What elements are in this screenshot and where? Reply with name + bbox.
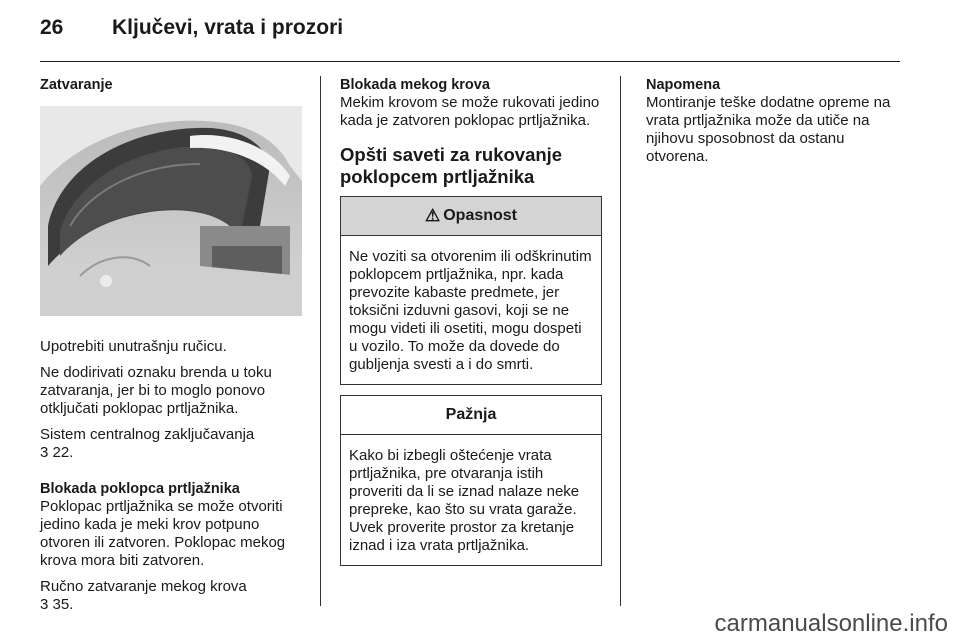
caution-box xyxy=(340,395,602,566)
subheading-trunk-lock: Blokada poklopca prtljažnika xyxy=(40,481,240,497)
danger-box-header xyxy=(341,197,601,236)
header-rule xyxy=(40,61,900,62)
central-locking-text: Sistem centralnog zaključavanja xyxy=(40,426,255,443)
caution-box-header xyxy=(341,396,601,435)
paragraph-manual-roof xyxy=(40,578,308,614)
page-number: 26 xyxy=(40,16,64,39)
subheading-note: Napomena xyxy=(646,77,721,93)
subheading-soft-roof-lock: Blokada mekog krova xyxy=(340,77,490,93)
heading-general-advice: Opšti saveti za rukovanje poklopcem prtljažnika xyxy=(340,144,563,187)
column-left xyxy=(40,76,308,622)
column-divider-1 xyxy=(320,76,321,606)
section-title-zatvaranje: Zatvaranje xyxy=(40,77,113,93)
column-middle xyxy=(340,76,602,566)
paragraph-note: Montiranje teške dodatne opreme na vrata prtljažnika može da utiče na njihovu sposobnost da ostanu otvorena. xyxy=(646,94,891,165)
column-divider-2 xyxy=(620,76,621,606)
chapter-title: Ključevi, vrata i prozori xyxy=(112,16,344,39)
manual-roof-text: Ručno zatvaranje mekog krova xyxy=(40,578,247,595)
paragraph-soft-roof-lock: Mekim krovom se može rukovati jedino kada je zatvoren poklopac prtljažnika. xyxy=(340,94,600,129)
trunk-photo-illustration xyxy=(40,106,302,316)
caution-box-title: Pažnja xyxy=(445,406,497,423)
paragraph-central-locking xyxy=(40,426,308,462)
watermark-text: carmanualsonline.info xyxy=(714,610,948,637)
caution-box-text: Kako bi izbegli oštećenje vrata prtljažnika, pre otvaranja istih proveriti da li se iznad nalaze neke prepreke, kao što su vrata garaže. Uvek proverite prostor za kretanje iznad i iza vrata prtljažnika. xyxy=(349,447,580,554)
page-reference-22: 3 22. xyxy=(40,444,74,461)
page-header xyxy=(40,16,920,60)
paragraph-trunk-lock: Poklopac prtljažnika se može otvoriti jedino kada je meki krov potpuno otvoren ili zatvoren. Poklopac mekog krova mora biti zatvoren. xyxy=(40,498,286,569)
warning-triangle-icon: ⚠ xyxy=(424,206,441,225)
page-reference-35: 3 35. xyxy=(40,596,74,613)
column-right xyxy=(646,76,908,174)
danger-box xyxy=(340,196,602,385)
paragraph-handle: Upotrebiti unutrašnju ručicu. xyxy=(40,338,227,355)
paragraph-brand-mark: Ne dodirivati oznaku brenda u toku zatvaranja, jer bi to moglo ponovo otključati poklopac prtljažnika. xyxy=(40,364,272,417)
danger-box-title: Opasnost xyxy=(443,207,518,224)
trunk-interior-photo xyxy=(40,106,302,316)
danger-box-text: Ne voziti sa otvorenim ili odškrinutim poklopcem prtljažnika, npr. kada prevozite kabaste predmete, jer toksični izduvni gasovi, koji se ne mogu videti ili osetiti, mogu dospeti u vozilo. To može da dovede do gubljenja svesti a i do smrti. xyxy=(349,248,592,373)
